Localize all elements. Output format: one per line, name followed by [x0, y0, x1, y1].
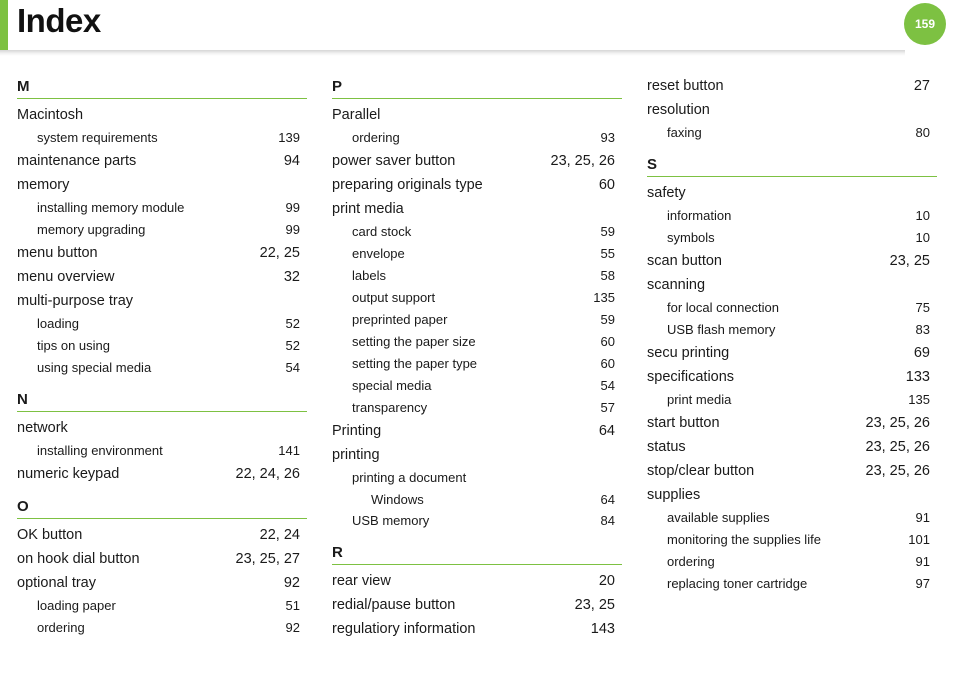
entry-term: regulatiory information — [332, 621, 476, 637]
index-entry — [647, 435, 937, 459]
entry-term: maintenance parts — [17, 153, 137, 169]
entry-page-refs[interactable]: 23, 25, 26 — [865, 463, 930, 479]
entry-page-refs[interactable]: 52 — [285, 316, 300, 331]
index-subentry — [332, 265, 622, 287]
entry-term: replacing toner cartridge — [667, 576, 808, 591]
entry-page-refs[interactable]: 27 — [913, 78, 930, 94]
entry-page-refs[interactable]: 23, 25 — [889, 253, 930, 269]
index-subentry — [647, 319, 937, 341]
entry-page-refs[interactable]: 135 — [593, 290, 615, 305]
entry-term: on hook dial button — [17, 551, 140, 567]
section-letter: P — [332, 74, 622, 99]
entry-term: scanning — [647, 277, 706, 293]
entry-term: installing environment — [37, 443, 163, 458]
index-subentry — [332, 243, 622, 265]
entry-page-refs[interactable]: 83 — [915, 322, 930, 337]
entry-page-refs[interactable]: 54 — [285, 360, 300, 375]
entry-page-refs[interactable]: 64 — [600, 492, 615, 507]
entry-term: printing a document — [352, 470, 467, 485]
entry-term: preprinted paper — [352, 312, 448, 327]
index-entry — [17, 416, 307, 440]
index-subentry — [647, 227, 937, 249]
entry-page-refs[interactable]: 58 — [600, 268, 615, 283]
entry-page-refs[interactable]: 51 — [285, 598, 300, 613]
entry-page-refs[interactable]: 135 — [908, 392, 930, 407]
entry-term: menu overview — [17, 269, 115, 285]
index-entry — [17, 241, 307, 265]
entry-page-refs[interactable]: 57 — [600, 400, 615, 415]
entry-page-refs[interactable]: 23, 25, 26 — [865, 439, 930, 455]
index-entry — [17, 173, 307, 197]
entry-term: setting the paper size — [352, 334, 476, 349]
entry-page-refs[interactable]: 69 — [913, 345, 930, 361]
entry-term: print media — [667, 392, 732, 407]
entry-term: OK button — [17, 527, 83, 543]
entry-page-refs[interactable]: 59 — [600, 224, 615, 239]
index-subentry — [647, 507, 937, 529]
entry-term: printing — [332, 447, 380, 463]
entry-term: USB memory — [352, 513, 430, 528]
index-entry — [17, 523, 307, 547]
index-column-3 — [647, 74, 937, 595]
index-subentry — [647, 297, 937, 319]
entry-term: multi-purpose tray — [17, 293, 134, 309]
entry-term: USB flash memory — [667, 322, 776, 337]
index-subentry — [647, 551, 937, 573]
index-entry — [332, 103, 622, 127]
section-letter: S — [647, 152, 937, 177]
entry-term: menu button — [17, 245, 98, 261]
header-rule — [0, 50, 905, 56]
index-entry — [332, 617, 622, 641]
index-entry — [647, 411, 937, 435]
entry-page-refs[interactable]: 23, 25, 26 — [865, 415, 930, 431]
index-column-2 — [332, 74, 622, 641]
header-accent-bar — [0, 0, 8, 52]
entry-term: scan button — [647, 253, 722, 269]
entry-page-refs[interactable]: 54 — [600, 378, 615, 393]
index-subentry — [332, 309, 622, 331]
entry-term: ordering — [352, 130, 400, 145]
index-subentry — [17, 440, 307, 462]
entry-term: rear view — [332, 573, 391, 589]
index-entry — [647, 98, 937, 122]
entry-term: numeric keypad — [17, 466, 120, 482]
index-subentry — [332, 375, 622, 397]
entry-term: installing memory module — [37, 200, 185, 215]
entry-page-refs[interactable]: 101 — [908, 532, 930, 547]
entry-page-refs[interactable]: 80 — [915, 125, 930, 140]
entry-page-refs[interactable]: 97 — [915, 576, 930, 591]
entry-term: status — [647, 439, 686, 455]
index-column-1 — [17, 74, 307, 639]
entry-term: network — [17, 420, 68, 436]
index-entry — [17, 547, 307, 571]
entry-term: symbols — [667, 230, 715, 245]
entry-term: system requirements — [37, 130, 158, 145]
entry-term: transparency — [352, 400, 428, 415]
index-subentry — [332, 467, 622, 489]
section-letter: O — [17, 494, 307, 519]
entry-page-refs[interactable]: 20 — [598, 573, 615, 589]
index-subentry — [17, 595, 307, 617]
index-subentry — [647, 573, 937, 595]
page-number-badge: 159 — [904, 3, 946, 45]
entry-page-refs[interactable]: 22, 25 — [259, 245, 300, 261]
entry-term: stop/clear button — [647, 463, 755, 479]
index-entry — [647, 249, 937, 273]
section-letter: M — [17, 74, 307, 99]
entry-term: card stock — [352, 224, 412, 239]
index-entry — [332, 419, 622, 443]
index-entry — [332, 443, 622, 467]
index-entry — [17, 103, 307, 127]
entry-term: loading — [37, 316, 79, 331]
index-entry — [647, 74, 937, 98]
entry-term: available supplies — [667, 510, 770, 525]
entry-term: specifications — [647, 369, 735, 385]
entry-term: print media — [332, 201, 404, 217]
entry-term: information — [667, 208, 732, 223]
entry-term: envelope — [352, 246, 405, 261]
entry-term: faxing — [667, 125, 702, 140]
entry-term: output support — [352, 290, 436, 305]
index-subentry — [647, 529, 937, 551]
index-subentry — [332, 489, 622, 510]
entry-term: Printing — [332, 423, 382, 439]
entry-page-refs[interactable]: 22, 24 — [259, 527, 300, 543]
entry-term: secu printing — [647, 345, 730, 361]
entry-term: redial/pause button — [332, 597, 456, 613]
entry-term: reset button — [647, 78, 724, 94]
entry-page-refs[interactable]: 99 — [285, 222, 300, 237]
index-subentry — [332, 127, 622, 149]
index-subentry — [332, 397, 622, 419]
entry-term: safety — [647, 185, 686, 201]
index-subentry — [647, 389, 937, 411]
index-subentry — [17, 617, 307, 639]
entry-page-refs[interactable]: 22, 24, 26 — [235, 466, 300, 482]
index-entry — [17, 571, 307, 595]
entry-page-refs[interactable]: 75 — [915, 300, 930, 315]
entry-page-refs[interactable]: 23, 25 — [574, 597, 615, 613]
entry-page-refs[interactable]: 93 — [600, 130, 615, 145]
index-subentry — [332, 353, 622, 375]
entry-term: loading paper — [37, 598, 116, 613]
section-letter: N — [17, 387, 307, 412]
entry-term: resolution — [647, 102, 710, 118]
entry-term: power saver button — [332, 153, 456, 169]
index-subentry — [17, 357, 307, 379]
index-subentry — [17, 197, 307, 219]
index-entry — [647, 273, 937, 297]
entry-page-refs[interactable]: 141 — [278, 443, 300, 458]
entry-term: for local connection — [667, 300, 780, 315]
entry-page-refs[interactable]: 64 — [598, 423, 615, 439]
entry-page-refs[interactable]: 55 — [600, 246, 615, 261]
entry-term: Windows — [371, 492, 424, 507]
entry-page-refs[interactable]: 91 — [915, 510, 930, 525]
entry-page-refs[interactable]: 23, 25, 27 — [235, 551, 300, 567]
index-subentry — [332, 331, 622, 353]
entry-page-refs[interactable]: 92 — [285, 620, 300, 635]
entry-term: supplies — [647, 487, 701, 503]
index-entry — [647, 181, 937, 205]
index-entry — [17, 289, 307, 313]
index-subentry — [17, 335, 307, 357]
index-subentry — [332, 287, 622, 309]
entry-term: start button — [647, 415, 720, 431]
entry-term: special media — [352, 378, 432, 393]
section-letter: R — [332, 540, 622, 565]
entry-page-refs[interactable]: 143 — [590, 621, 615, 637]
entry-term: setting the paper type — [352, 356, 478, 371]
entry-page-refs[interactable]: 59 — [600, 312, 615, 327]
entry-page-refs[interactable]: 60 — [600, 356, 615, 371]
entry-page-refs[interactable]: 91 — [915, 554, 930, 569]
entry-page-refs[interactable]: 32 — [283, 269, 300, 285]
entry-page-refs[interactable]: 133 — [905, 369, 930, 385]
index-subentry — [332, 510, 622, 532]
index-entry — [647, 341, 937, 365]
index-entry — [647, 365, 937, 389]
entry-term: ordering — [37, 620, 85, 635]
index-entry — [332, 197, 622, 221]
entry-page-refs[interactable]: 94 — [283, 153, 300, 169]
index-subentry — [17, 219, 307, 241]
entry-term: tips on using — [37, 338, 110, 353]
entry-term: optional tray — [17, 575, 96, 591]
entry-term: Macintosh — [17, 107, 84, 123]
entry-page-refs[interactable]: 99 — [285, 200, 300, 215]
index-entry — [332, 593, 622, 617]
index-entry — [332, 569, 622, 593]
entry-term: memory upgrading — [37, 222, 146, 237]
index-subentry — [647, 122, 937, 144]
entry-page-refs[interactable]: 23, 25, 26 — [550, 153, 615, 169]
entry-term: Parallel — [332, 107, 381, 123]
entry-page-refs[interactable]: 84 — [600, 513, 615, 528]
page-title: Index — [17, 2, 101, 39]
index-subentry — [17, 127, 307, 149]
entry-term: using special media — [37, 360, 152, 375]
index-subentry — [17, 313, 307, 335]
index-entry — [332, 173, 622, 197]
entry-term: monitoring the supplies life — [667, 532, 821, 547]
index-entry — [647, 459, 937, 483]
entry-page-refs[interactable]: 60 — [600, 334, 615, 349]
entry-term: ordering — [667, 554, 715, 569]
entry-term: preparing originals type — [332, 177, 483, 193]
index-entry — [17, 149, 307, 173]
entry-page-refs[interactable]: 139 — [278, 130, 300, 145]
entry-page-refs[interactable]: 52 — [285, 338, 300, 353]
entry-page-refs[interactable]: 92 — [283, 575, 300, 591]
index-entry — [647, 483, 937, 507]
index-entry — [332, 149, 622, 173]
entry-page-refs[interactable]: 60 — [598, 177, 615, 193]
entry-page-refs[interactable]: 10 — [915, 208, 930, 223]
index-entry — [17, 265, 307, 289]
entry-term: memory — [17, 177, 70, 193]
entry-term: labels — [352, 268, 386, 283]
index-subentry — [647, 205, 937, 227]
index-entry — [17, 462, 307, 486]
index-subentry — [332, 221, 622, 243]
entry-page-refs[interactable]: 10 — [915, 230, 930, 245]
